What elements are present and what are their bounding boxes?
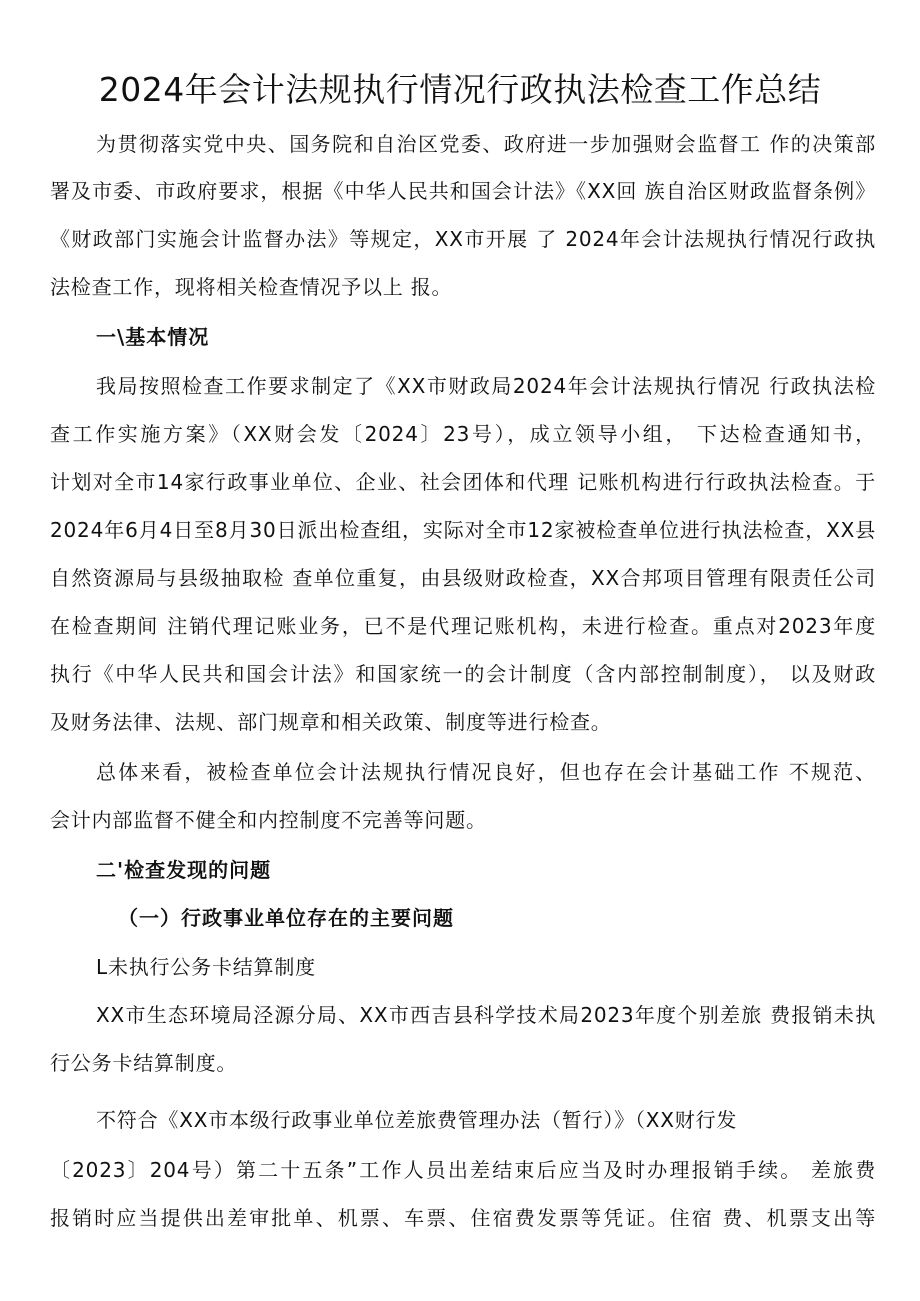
para3-line-2: 会计内部监督不健全和内控制度不完善等问题。 <box>50 808 487 832</box>
para4-line-2: 行公务卡结算制度。 <box>50 1051 238 1075</box>
para1-line-1: 为贯彻落实党中央、国务院和自治区党委、政府进一步加强财会监督工 作的决策部 <box>96 132 876 156</box>
para3-line-1: 总体来看，被检查单位会计法规执行情况良好，但也存在会计基础工作 不规范、 <box>96 760 876 784</box>
section-heading-problems: 二'检查发现的问题 <box>96 858 272 882</box>
para5-line-2: 〔2023〕204号）第二十五条”工作人员出差结束后应当及时办理报销手续。 差旅费 <box>50 1158 876 1182</box>
para1-line-2: 署及市委、市政府要求，根据《中华人民共和国会计法》《XX回 族自治区财政监督条例》 <box>50 179 876 203</box>
para2-line-2: 查工作实施方案》（XX财会发〔2024〕23号），成立领导小组， 下达检查通知书， <box>50 422 876 446</box>
para4-line-1: XX市生态环境局泾源分局、XX市西吉县科学技术局2023年度个别差旅 费报销未执 <box>96 1003 876 1027</box>
para2-line-1: 我局按照检查工作要求制定了《XX市财政局2024年会计法规执行情况 行政执法检 <box>96 374 876 398</box>
document-title: 2024年会计法规执行情况行政执法检查工作总结 <box>98 70 822 109</box>
para2-line-6: 在检查期间 注销代理记账业务，已不是代理记账机构，未进行检查。重点对2023年度 <box>50 614 876 638</box>
para2-line-8: 及财务法律、法规、部门规章和相关政策、制度等进行检查。 <box>50 710 612 734</box>
subsection-heading-admin-units: （一）行政事业单位存在的主要问题 <box>118 906 454 930</box>
para1-line-3: 《财政部门实施会计监督办法》等规定，XX市开展 了 2024年会计法规执行情况行政执 <box>50 227 876 251</box>
section-heading-basic: 一\基本情况 <box>96 325 210 349</box>
para2-line-5: 自然资源局与县级抽取检 查单位重复，由县级财政检查，XX合邦项目管理有限责任公司 <box>50 566 876 590</box>
para2-line-4: 2024年6月4日至8月30日派出检查组，实际对全市12家被检查单位进行执法检查，XX县 <box>50 518 876 542</box>
para5-line-3: 报销时应当提供出差审批单、机票、车票、住宿费发票等凭证。住宿 费、机票支出等 <box>50 1206 876 1230</box>
para2-line-7: 执行《中华人民共和国会计法》和国家统一的会计制度（含内部控制制度）， 以及财政 <box>50 662 876 686</box>
para2-line-3: 计划对全市14家行政事业单位、企业、社会团体和代理 记账机构进行行政执法检查。于 <box>50 470 876 494</box>
para5-line-1: 不符合《XX市本级行政事业单位差旅费管理办法（暂行）》（XX财行发 <box>96 1108 738 1132</box>
item-heading-card-settlement: L未执行公务卡结算制度 <box>96 955 316 979</box>
para1-line-4: 法检查工作，现将相关检查情况予以上 报。 <box>50 275 453 299</box>
